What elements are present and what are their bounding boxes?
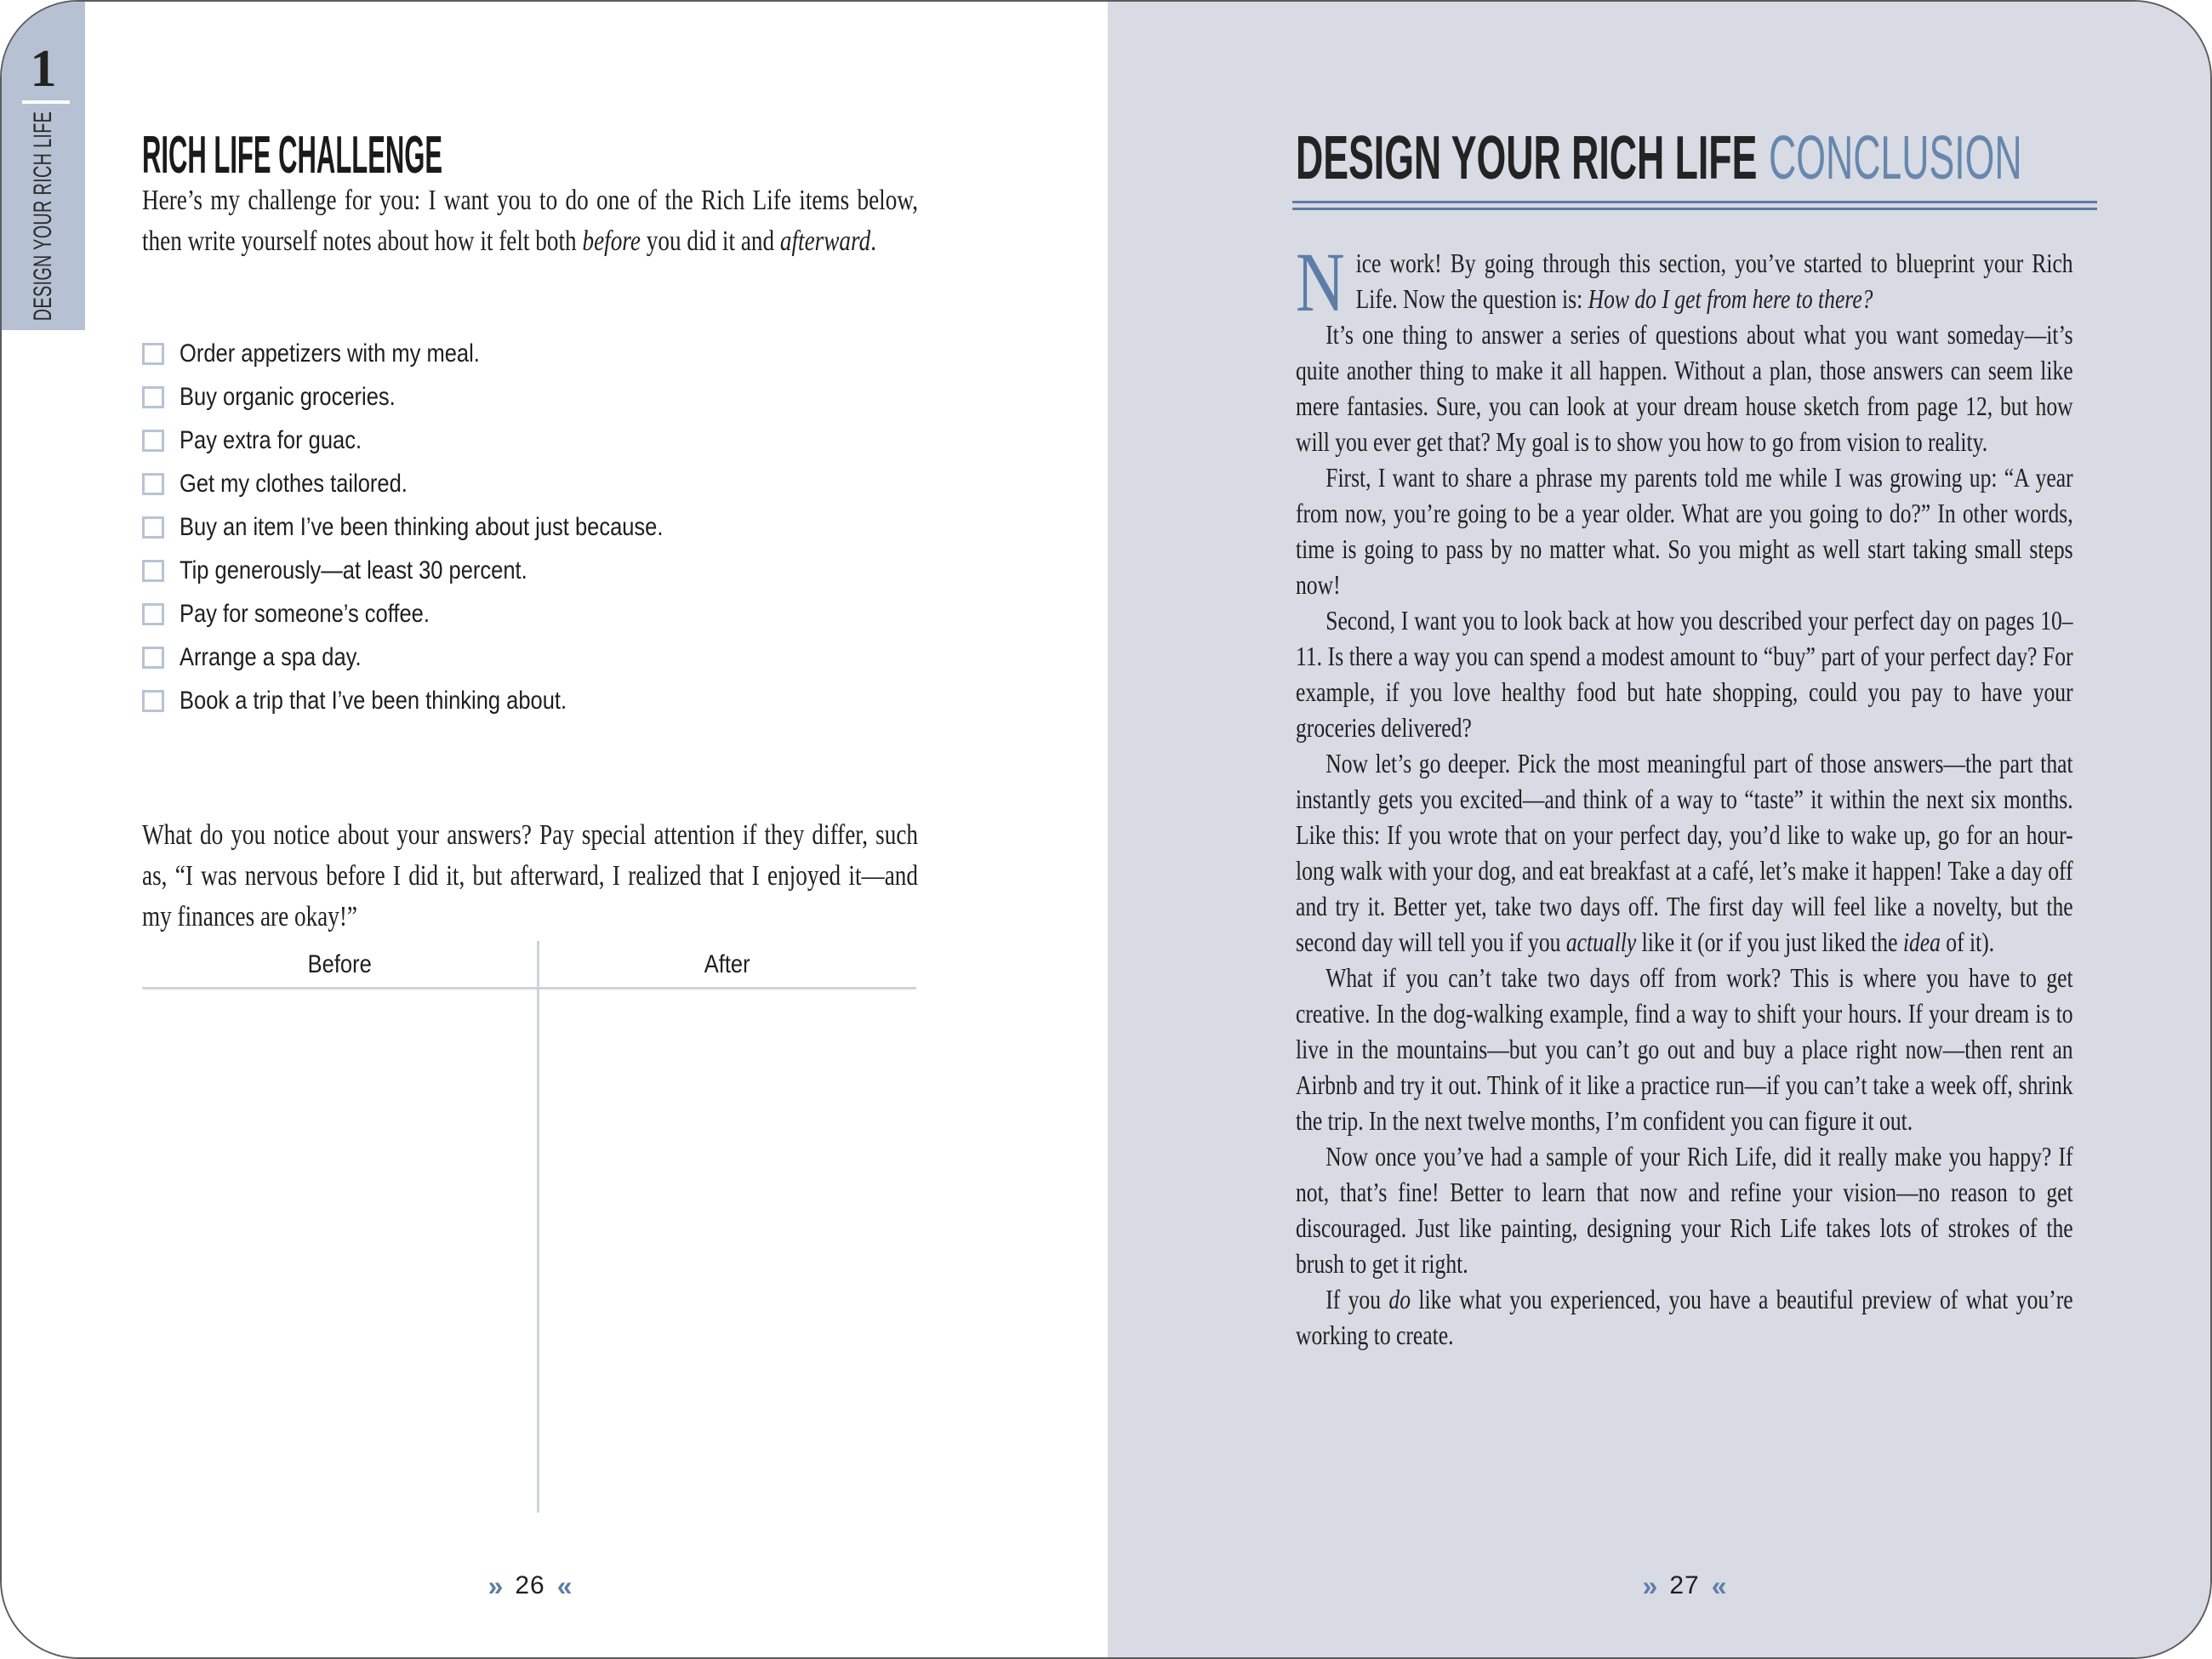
paragraph: Here’s my challenge for you: I want you to do one of the Rich Life items below, then write yourself notes about how it felt both before you did it and afterward. [142,185,918,257]
checklist-item-label: Order appetizers with my meal. [180,339,480,368]
paragraph: First, I want to share a phrase my parents told me while I was growing up: “A year from now, you’re going to be a year older. What are you going to do?” In other words, time is going to pass by no matter what. So you might as well start taking small steps now! [1296,462,2073,600]
left-page-footer [142,1567,918,1605]
checklist-item-label: Pay for someone’s coffee. [180,599,430,628]
paragraph: Nice work! By going through this section, you’ve started to blueprint your Rich Life. Now the question is: How do I get from here to there? [1296,235,2073,329]
column-header-before: Before [307,950,372,978]
checkbox[interactable] [142,690,164,712]
chapter-tab [2,2,85,330]
checklist-item [142,332,993,375]
right-page [1108,2,2210,1657]
checklist-item [142,419,993,462]
checklist-item [142,375,993,419]
challenge-intro [142,180,918,262]
checklist-item [142,462,993,505]
reflection-question [142,815,918,938]
checkbox[interactable] [142,386,164,408]
checklist-item-label: Get my clothes tailored. [180,469,408,498]
footer-open-mark: » [1642,1570,1658,1601]
column-header-after: After [704,950,750,978]
paragraph: What do you notice about your answers? Pay special attention if they differ, such as, “I was nervous before I did it, but afterward, I realized that I enjoyed it—and my finances are okay!” [142,819,918,932]
paragraph: If you do like what you experienced, you have a beautiful preview of what you’re working to create. [1296,1284,2073,1350]
checkbox[interactable] [142,516,164,539]
left-page [2,2,1108,1657]
footer-close-mark: « [1711,1570,1727,1601]
heading-double-rule [1292,201,2097,210]
right-page-number: 27 [1669,1571,1700,1599]
checklist-item-label: Buy an item I’ve been thinking about just because. [180,512,664,541]
checkbox[interactable] [142,473,164,495]
right-page-heading-main: DESIGN YOUR RICH LIFE [1296,124,1758,192]
chapter-title-vertical: DESIGN YOUR RICH LIFE [29,111,57,322]
checklist-item-label: Tip generously—at least 30 percent. [180,556,527,584]
drop-cap: N [1296,235,1345,329]
checkbox[interactable] [142,603,164,625]
footer-close-mark: « [556,1570,573,1601]
checkbox[interactable] [142,647,164,669]
checkbox[interactable] [142,430,164,452]
checkbox[interactable] [142,343,164,365]
checkbox[interactable] [142,560,164,582]
left-page-number: 26 [515,1571,545,1599]
left-page-heading [142,126,743,185]
paragraph: It’s one thing to answer a series of questions about what you want someday—it’s quite another thing to make it all happen. Without a plan, those answers can seem like mere fantasies. Sure, you can look at your dream house sketch from page 12, but how will you ever get that? My goal is to show you how to go from vision to reality. [1296,319,2073,457]
paragraph: What if you can’t take two days off from work? This is where you have to get creative. In the dog-walking example, find a way to shift your hours. If your dream is to live in the mountains—but you can’t go out and buy a place right now—then rent an Airbnb and try it out. Think of it like a practice run—if you can’t take a week off, shrink the trip. In the next twelve months, I’m confident you can figure it out. [1296,962,2073,1136]
chapter-number: 1 [30,40,57,98]
checklist-item-label: Buy organic groceries. [180,382,396,411]
footer-open-mark: » [487,1570,504,1601]
checklist-item [142,505,993,549]
right-page-heading [1296,124,2212,192]
conclusion-body [1296,235,2073,1353]
checklist [142,332,993,722]
checklist-item-label: Pay extra for guac. [180,425,362,454]
checklist-item-label: Arrange a spa day. [180,642,362,671]
checklist-item [142,592,993,636]
checklist-item-label: Book a trip that I’ve been thinking about. [180,686,567,715]
right-page-footer [1296,1567,2073,1605]
paragraph: Now let’s go deeper. Pick the most meaningful part of those answers—the part that instantly gets you excited—and think of a way to “taste” it within the next six months. Like this: If you wrote that on your perfect day, you’d like to wake up, go for an hour-long walk with your dog, and eat breakfast at a café, let’s make it happen! Take a day off and try it. Better yet, take two days off. The first day will feel like a novelty, but the second day will tell you if you actually like it (or if you just liked the idea of it). [1296,748,2073,957]
table-horizontal-rule [142,987,916,989]
table-vertical-rule [537,941,539,1513]
checklist-item [142,679,993,722]
left-page-heading-text: RICH LIFE CHALLENGE [142,126,443,185]
right-page-heading-accent: CONCLUSION [1768,124,2022,192]
paragraph: Now once you’ve had a sample of your Rich Life, did it really make you happy? If not, that’s fine! Better to learn that now and refine your vision—no reason to get discouraged. Just like painting, designing your Rich Life takes lots of strokes of the brush to get it right. [1296,1141,2073,1279]
paragraph: Second, I want you to look back at how you described your perfect day on pages 10–11. Is there a way you can spend a modest amount to “buy” part of your perfect day? For example, if you love healthy food but hate shopping, could you pay to have your groceries delivered? [1296,605,2073,743]
checklist-item [142,549,993,592]
checklist-item [142,636,993,679]
